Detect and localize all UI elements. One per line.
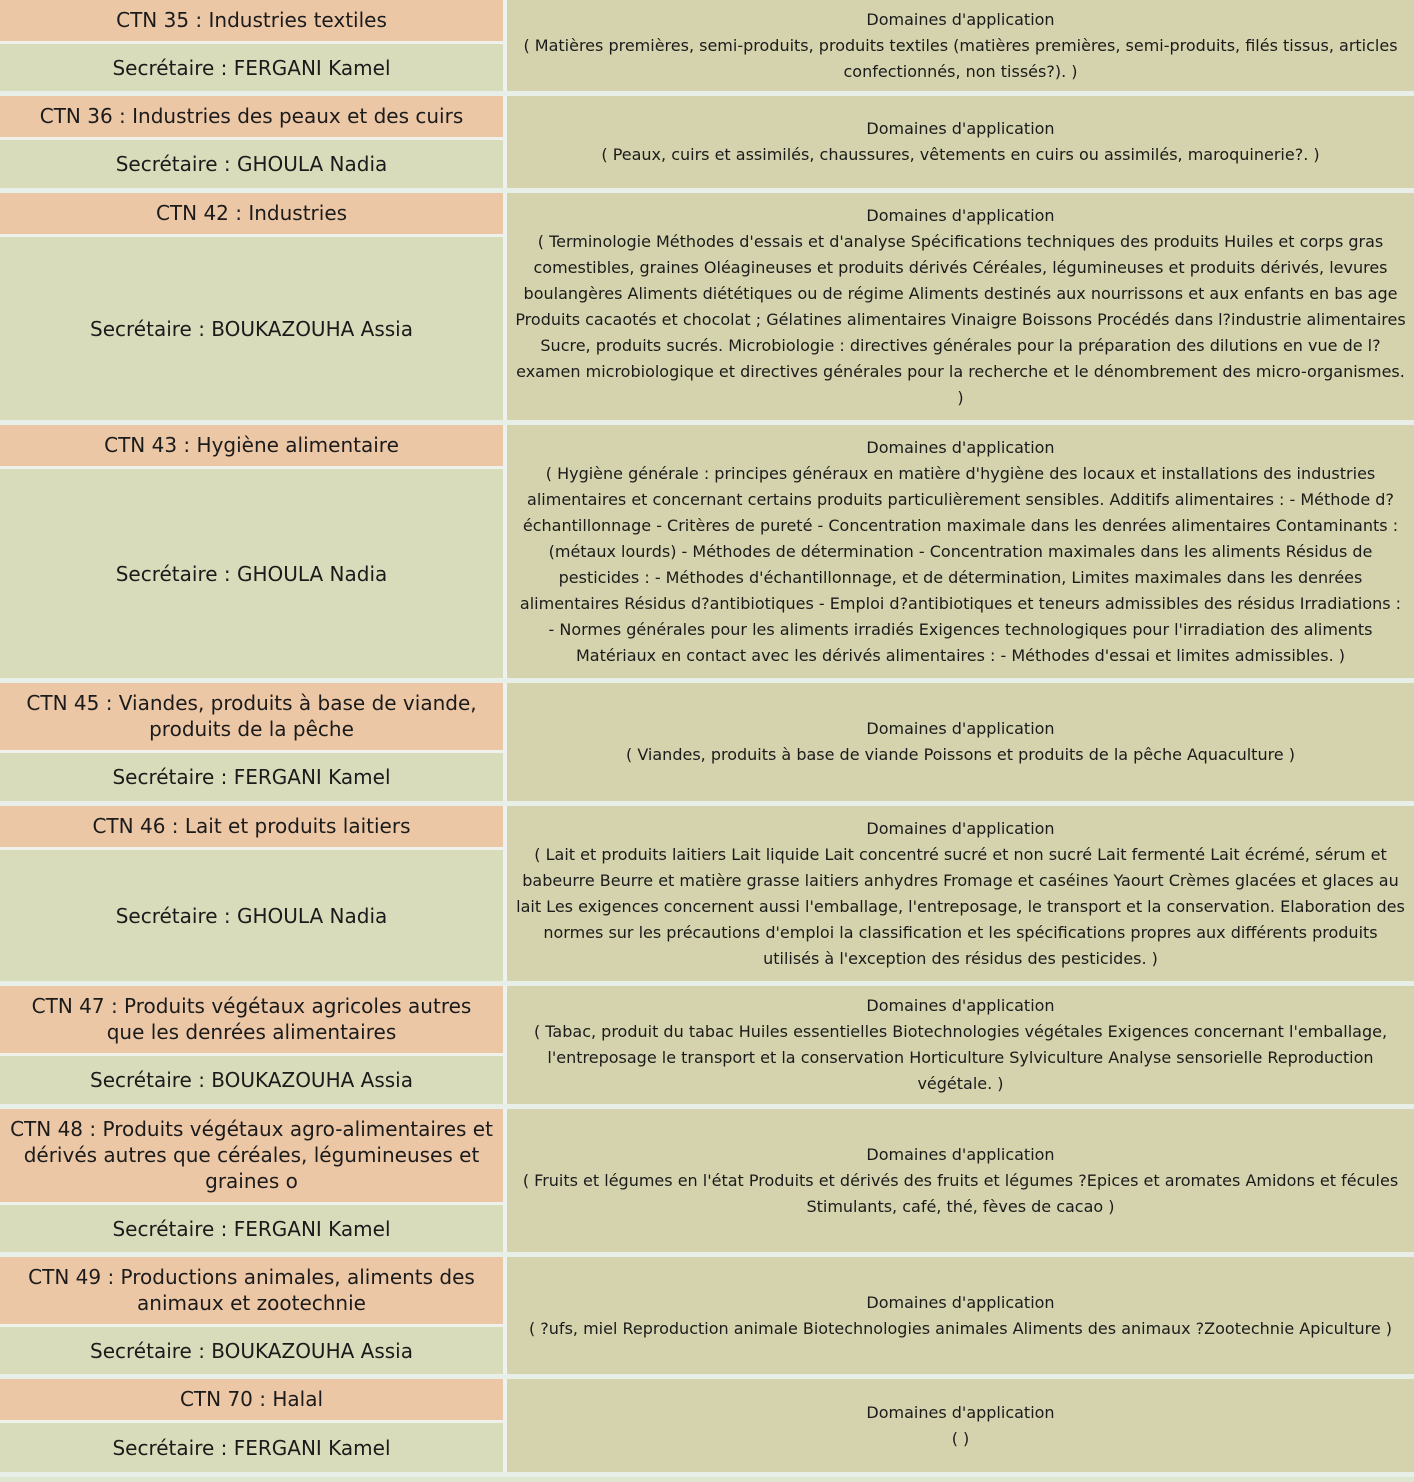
ctn-info [0, 683, 507, 801]
ctn-row [0, 96, 1414, 193]
domains-heading: Domaines d'application [866, 818, 1055, 838]
ctn-row [0, 683, 1414, 806]
ctn-row [0, 425, 1414, 683]
ctn-title: CTN 43 : Hygiène alimentaire [0, 425, 503, 469]
domains-text: ( Matières premières, semi-produits, produits textiles (matières premières, semi-produits, filés tissus, articles confectionnés, non tissés?). ) [523, 35, 1398, 81]
ctn-info [0, 193, 507, 420]
domains-heading: Domaines d'application [866, 1144, 1055, 1164]
ctn-title: CTN 48 : Produits végétaux agro-alimentaires et dérivés autres que céréales, légumineuses et graines o [0, 1109, 503, 1205]
ctn-title: CTN 42 : Industries [0, 193, 503, 237]
ctn-info [0, 1109, 507, 1252]
ctn-domains [507, 1257, 1414, 1374]
domains-heading: Domaines d'application [866, 9, 1055, 29]
ctn-secretary: Secrétaire : FERGANI Kamel [0, 1205, 503, 1252]
ctn-secretary: Secrétaire : GHOULA Nadia [0, 469, 503, 678]
domains-text: ( Peaux, cuirs et assimilés, chaussures, vêtements en cuirs ou assimilés, maroquinerie?. ) [601, 145, 1320, 164]
ctn-info [0, 0, 507, 91]
ctn-row [0, 806, 1414, 986]
ctn-title: CTN 46 : Lait et produits laitiers [0, 806, 503, 850]
ctn-secretary: Secrétaire : BOUKAZOUHA Assia [0, 1327, 503, 1374]
ctn-domains [507, 96, 1414, 188]
domains-heading: Domaines d'application [866, 996, 1055, 1015]
domains-heading: Domaines d'application [866, 205, 1055, 225]
domains-text: ( ) [951, 1428, 970, 1448]
domains-text: ( Tabac, produit du tabac Huiles essentielles Biotechnologies végétales Exigences concernant l'emballage, l'entreposage le transport et la conservation Horticulture Sylviculture Analyse sensorielle Reproduction végétale. ) [533, 1022, 1388, 1093]
domains-heading: Domaines d'application [866, 119, 1055, 138]
ctn-info [0, 806, 507, 981]
ctn-title: CTN 36 : Industries des peaux et des cuirs [0, 96, 503, 140]
ctn-title: CTN 45 : Viandes, produits à base de viande, produits de la pêche [0, 683, 503, 753]
domains-heading: Domaines d'application [866, 437, 1055, 457]
ctn-row [0, 1257, 1414, 1379]
ctn-domains [507, 683, 1414, 801]
domains-text: ( Viandes, produits à base de viande Poissons et produits de la pêche Aquaculture ) [626, 745, 1295, 764]
ctn-secretary: Secrétaire : FERGANI Kamel [0, 44, 503, 91]
ctn-title: CTN 47 : Produits végétaux agricoles autres que les denrées alimentaires [0, 986, 503, 1056]
ctn-domains [507, 0, 1414, 91]
ctn-secretary: Secrétaire : FERGANI Kamel [0, 753, 503, 801]
ctn-domains [507, 986, 1414, 1104]
ctn-row [0, 193, 1414, 425]
ctn-row [0, 1109, 1414, 1257]
ctn-row [0, 0, 1414, 96]
ctn-secretary: Secrétaire : GHOULA Nadia [0, 140, 503, 188]
ctn-domains [507, 425, 1414, 678]
ctn-domains [507, 193, 1414, 420]
ctn-secretary: Secrétaire : FERGANI Kamel [0, 1423, 503, 1472]
ctn-title: CTN 35 : Industries textiles [0, 0, 503, 44]
ctn-row [0, 986, 1414, 1109]
domains-text: ( ?ufs, miel Reproduction animale Biotechnologies animales Aliments des animaux ?Zootechnie Apiculture ) [528, 1318, 1393, 1338]
ctn-secretary: Secrétaire : GHOULA Nadia [0, 850, 503, 981]
ctn-domains [507, 806, 1414, 981]
ctn-title: CTN 70 : Halal [0, 1379, 503, 1423]
ctn-secretary: Secrétaire : BOUKAZOUHA Assia [0, 237, 503, 420]
ctn-info [0, 96, 507, 188]
domains-text: ( Hygiène générale : principes généraux en matière d'hygiène des locaux et installations des industries alimentaires et concernant certains produits particulièrement sensibles. Additifs alimentaires : - Méthode d?échantillonnage - Critères de pureté - Concentration maximale dans les denrées alimentaires Contaminants : (métaux lourds) - Méthodes de détermination - Concentration maximales dans les aliments Résidus de pesticides : - Méthodes d'échantillonnage, et de détermination, Limites maximales dans les denrées alimentaires Résidus d?antibiotiques - Emploi d?antibiotiques et teneurs admissibles des résidus Irradiations : - Normes générales pour les aliments irradiés Exigences technologiques pour l'irradiation des aliments Matériaux en contact avec les dérivés alimentaires : - Méthodes d'essai et limites admissibles. ) [519, 463, 1402, 665]
domains-text: ( Fruits et légumes en l'état Produits et dérivés des fruits et légumes ?Epices et aromates Amidons et fécules Stimulants, café, thé, fèves de cacao ) [522, 1170, 1399, 1216]
ctn-domains [507, 1109, 1414, 1252]
ctn-info [0, 1379, 507, 1472]
domains-heading: Domaines d'application [866, 1402, 1055, 1422]
ctn-secretary: Secrétaire : BOUKAZOUHA Assia [0, 1056, 503, 1104]
ctn-info [0, 425, 507, 678]
domains-heading: Domaines d'application [866, 719, 1055, 738]
ctn-row [0, 1379, 1414, 1477]
domains-heading: Domaines d'application [866, 1292, 1055, 1312]
ctn-domains [507, 1379, 1414, 1472]
ctn-title: CTN 49 : Productions animales, aliments des animaux et zootechnie [0, 1257, 503, 1327]
ctn-info [0, 986, 507, 1104]
domains-text: ( Lait et produits laitiers Lait liquide Lait concentré sucré et non sucré Lait fermenté Lait écrémé, sérum et babeurre Beurre et matière grasse laitiers anhydres Fromage et caséines Yaourt Crèmes glacées et glaces au lait Les exigences concernent aussi l'emballage, l'entreposage, le transport et la conservation. Elaboration des normes sur les précautions d'emploi la classification et les spécifications propres aux différents produits utilisés à l'exception des résidus des pesticides. ) [516, 844, 1405, 968]
domains-text: ( Terminologie Méthodes d'essais et d'analyse Spécifications techniques des produits Huiles et corps gras comestibles, graines Oléagineuses et produits dérivés Céréales, légumineuses et produits dérivés, levures boulangères Aliments diététiques ou de régime Aliments destinés aux nourrissons et aux enfants en bas age Produits cacaotés et chocolat ; Gélatines alimentaires Vinaigre Boissons Procédés dans l?industrie alimentaires Sucre, produits sucrés. Microbiologie : directives générales pour la préparation des dilutions en vue de l?examen microbiologique et directives générales pour la recherche et le dénombrement des micro-organismes. ) [515, 231, 1406, 407]
ctn-info [0, 1257, 507, 1374]
